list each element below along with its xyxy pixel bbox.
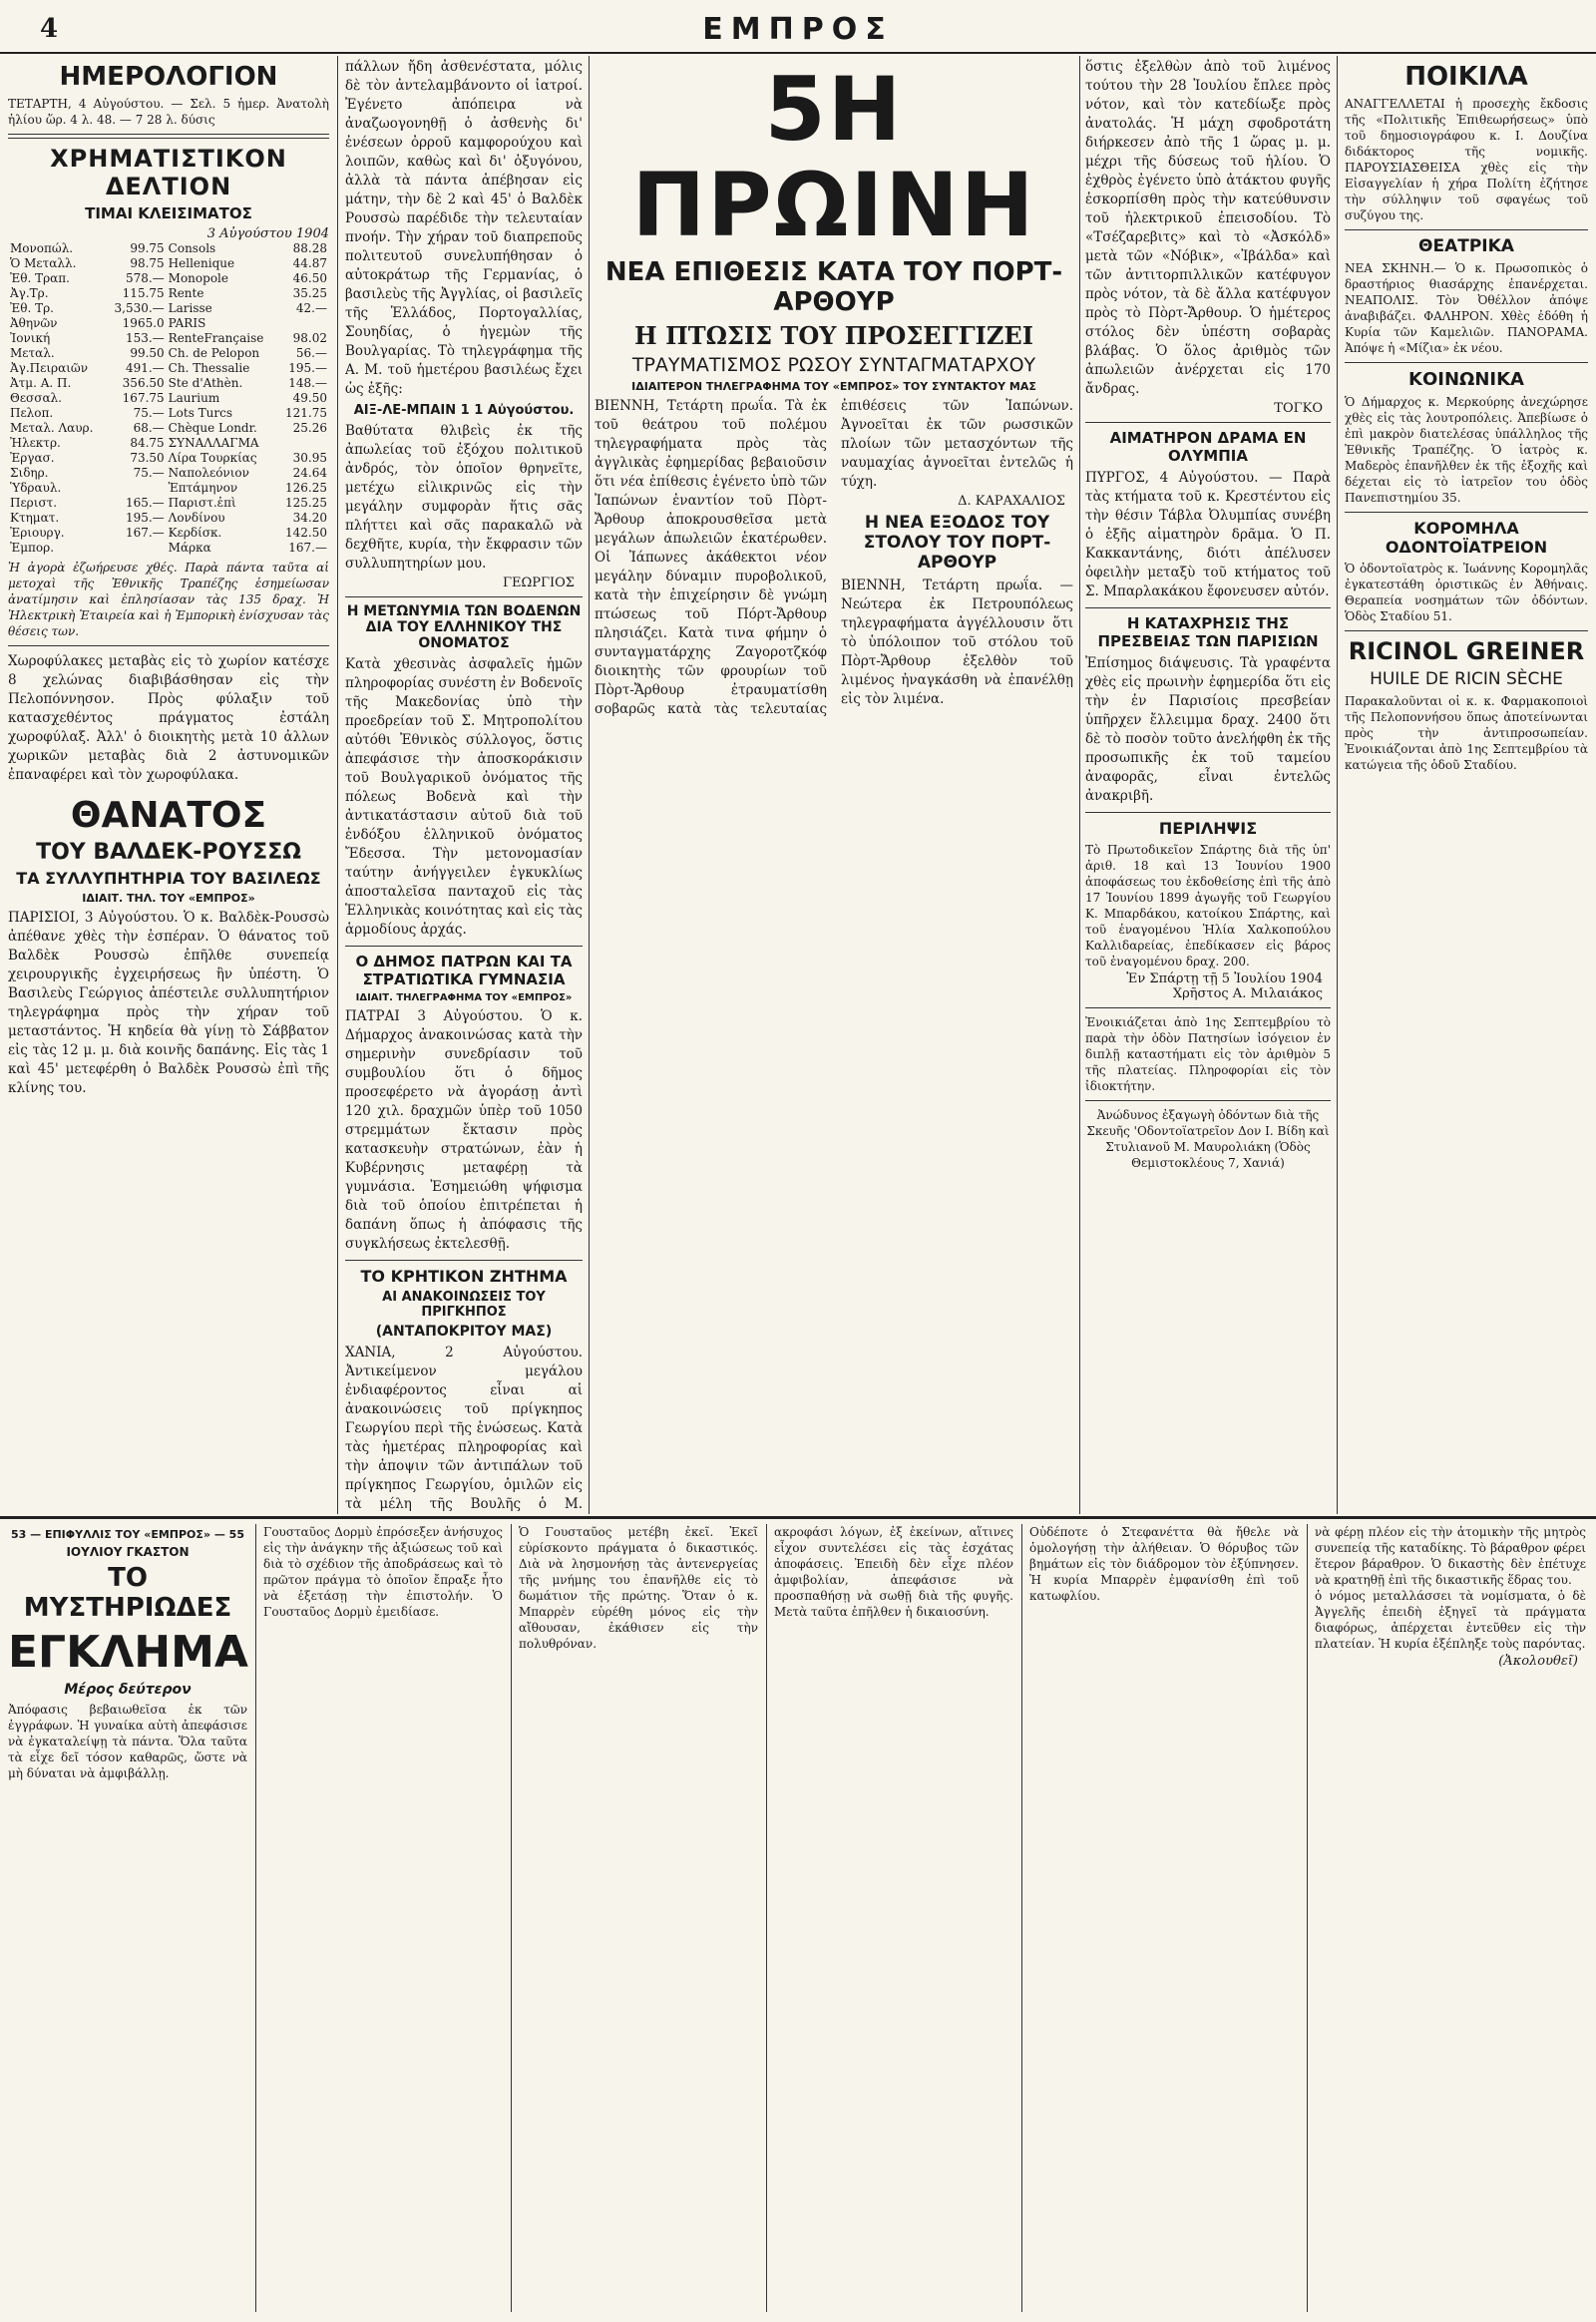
- price-value: 165.—: [125, 496, 165, 510]
- price-row: [8, 331, 329, 346]
- naval-text: ὅστις ἐξελθὼν ἀπὸ τοῦ λιμένος τούτου τὴν 28 Ἰουλίου ἔπλεε πρὸς νότον, καὶ τὸν κατεδίωξε πρὸς ἀνατολάς. Ἡ μάχη σφοδροτάτη διήρκεσεν ἀπὸ τῆς 1 ὥρας μ. μ. μέχρι τῆς δύσεως τοῦ ἡλίου. Ὁ ἐχθρὸς ἐγένετο ὑπὸ ἀτάκτου φυγῆς ἐσκορπίσθη πρὸς τὴν κατεύθυνσιν τοῦ ἠλεκτρικοῦ ἐπεισοδίου. Τὸ «Τσέζαρεβιτς» καὶ τὸ «Ἀσκόλδ» μετὰ τῶν «Νόβικ», «Ἰβάλδα» καὶ τῶν ἀντιτορπιλλικῶν κατέφυγον πρὸς νότον, τὰ δὲ ἄλλα κατέφυγον πρὸς τὸ Πὸρτ-Ἄρθουρ. Ὁ ἡμέτερος στόλος δὲν ὑπέστη σοβαρὰς βλάβας. Ὁ ὅλος ἀριθμὸς τῶν ἀπωλειῶν ἀνέρχεται εἰς 170 ἄνδρας.: [1085, 59, 1331, 397]
- price-value: 167.—: [288, 541, 327, 555]
- story-text: Χωροφύλακες μεταβὰς εἰς τὸ χωρίον κατέσχε 8 χελώνας διαβιβάσθησαν εἰς τὴν Πελοπόννησον. Πρὸς φύλαξιν τοῦ κατασχεθέντος πράγματος ἐστάλη χωροφύλαξ. Ἀλλ' ὁ διοικητὴς μετὰ 10 ἀλλων χωρικῶν μεταβὰς διὰ 2 ἀστυνομικῶν ἐπαναφέρει καὶ τὸν χωροφύλακα.: [8, 653, 329, 783]
- column-3: [595, 58, 1073, 1514]
- port-arthur-columns: [595, 397, 1073, 719]
- serial-text-5: Οὐδέποτε ὁ Στεφανέττα θὰ ἤθελε νὰ ὁμολογήσῃ τὴν ἀλήθειαν. Ὁ θόρυβος τῶν βημάτων εἰς τὸν διάδρομον τὸν ἐξύπνησεν. Ἡ κυρία Μπαρρὲν ἐμφανίσθη ἐπὶ τοῦ κατωφλίου.: [1029, 1525, 1299, 1603]
- price-value: [106, 481, 167, 496]
- price-label: Περιστ.: [10, 496, 58, 510]
- price-label: Μεταλ. Λαυρ.: [10, 421, 94, 435]
- death-heading: ΘΑΝΑΤΟΣ: [70, 795, 267, 836]
- price-label: Σιδηρ.: [10, 466, 49, 480]
- price-label: Ἀθηνῶν: [10, 316, 58, 330]
- price-value: 34.20: [292, 511, 327, 525]
- finance-heading: ΧΡΗΜΑΤΙΣΤΙΚΟΝ ΔΕΛΤΙΟΝ: [50, 145, 287, 200]
- death-subheading-2: ΤΑ ΣΥΛΛΥΠΗΤΗΡΙΑ ΤΟΥ ΒΑΣΙΛΕΩΣ: [16, 869, 321, 888]
- price-value: 126.25: [285, 481, 327, 495]
- theatre-text: ΝΕΑ ΣΚΗΝΗ.— Ὁ κ. Πρωσοπικὸς ὁ δραστήριος θιασάρχης ἐπανέρχεται. ΝΕΑΠΟΛΙΣ. Τὸν Ὀθέλλον ἀπόψε ἀναβιβάζει. ΦΑΛΗΡΟΝ. Χθὲς ἐδόθη ἡ Κυρία τῶν Καμελιῶν. ΠΑΝΟΡΑΜΑ. Ἀπόψε ἡ «Μίζια» ἐκ νέου.: [1345, 261, 1588, 355]
- bodena-text: Κατὰ χθεσινὰς ἀσφαλεῖς ἡμῶν πληροφορίας συνέστη ἐν Βοδενοῖς τῆς Μακεδονίας ὑπὸ τὴν προεδρείαν τοῦ Σ. Μητροπολίτου αὐτόθι Ἐθνικὸς σύλλογος, ὅστις ἀπεφάσισε τὴν ἀποσκοράκισιν τοῦ Βουλγαρικοῦ ὀνόματος τῆς πόλεως Βοδενὰ καὶ τὴν ἀντικατάστασιν αὐτοῦ διὰ τοῦ ἐνδόξου ἑλληνικοῦ ὀνόματος Ἔδεσσα. Τὴν μετονομασίαν ταύτην ἀνήγγειλεν ἐγκυκλίως ἀποσταλεῖσα πανταχοῦ εἰς τὰς Ἑλληνικὰς κοινότητας καὶ εἰς τὰς ἁρμοδίους ἀρχάς.: [345, 656, 583, 938]
- crete-correspondent: (ΑΝΤΑΠΟΚΡΙΤΟΥ ΜΑΣ): [375, 1324, 553, 1340]
- masthead: [0, 8, 1596, 54]
- price-value: 1965.0: [122, 316, 165, 330]
- naval-signature: ΤΟΓΚΟ: [1274, 401, 1323, 416]
- crete-text: ΧΑΝΙΑ, 2 Αὐγούστου. Ἀντικείμενον μεγάλου ἐνδιαφέροντος εἶναι αἱ ἀνακοινώσεις τοῦ πρίγκηπος Γεωργίου περὶ τῆς ἑνώσεως. Κατὰ τὰς ἡμετέρας πληροφορίας καὶ τὴν ἀποψιν τῶν ἀντιπάλων τοῦ πρίγκηπος Γεωργίου, ὁμιλῶν εἰς τὰ μέλη τῆς Βουλῆς ὁ Μ.: [345, 1345, 583, 1512]
- price-row: [8, 406, 329, 421]
- price-label: Μάρκα: [168, 541, 211, 555]
- price-value: 195.—: [288, 361, 327, 375]
- price-label: Κτηματ.: [10, 511, 60, 525]
- price-row: [8, 436, 329, 451]
- serial-text-3: Ὁ Γουσταῦος μετέβη ἐκεῖ. Ἐκεῖ εὑρίσκοντο πράγματα ὁ δικαστικός. Διὰ νὰ λησμονήσῃ τὰς ἀντενεργείας τῆς μνήμης του ἐπανῆλθε εἰς τὸ δωμάτιον τῆς πρώτης. Ὅταν ὁ κ. Μπαρρὲν εὑρέθη μόνος εἰς τὴν αἴθουσαν, ἐκάθισεν εἰς τὴν πολυθρόναν.: [519, 1525, 758, 1651]
- misc-text: ΑΝΑΓΓΕΛΛΕΤΑΙ ἡ προσεχὴς ἔκδοσις τῆς «Πολιτικῆς Ἐπιθεωρήσεως» ὑπὸ τοῦ δημοσιογράφου κ. Ι. Δουζίνα διδάκτορος τῆς νομικῆς. ΠΑΡΟΥΣΙΑΣΘΕΙΣΑ χθὲς εἰς τὴν Εἰσαγγελίαν ἡ χήρα Πολίτη ἐζήτησε τὴν σύλληψιν τοῦ σφαγέως τοῦ συζύγου της.: [1345, 97, 1588, 222]
- price-value: 68.—: [133, 421, 165, 435]
- patras-text: ΠΑΤΡΑΙ 3 Αὐγούστου. Ὁ κ. Δήμαρχος ἀνακοινώσας κατὰ τὴν σημερινὴν συνεδρίασιν τοῦ συμβουλίου ὅτι ὁ δῆμος προσεφέρετο νὰ ἀγοράσῃ ἀντὶ 120 χιλ. δραχμῶν ὑπὲρ τοῦ 1050 στρεμμάτων ἔκτασιν πρὸς κατασκευὴν στρατώνων, ἐὰν ἡ Κυβέρνησις μεταφέρῃ τὰ γυμνάσια. Ἐσημειώθη ψήφισμα διὰ τοῦ ὁποίου ἐπιτρέπεται ἡ δαπάνη ὅπως ἡ ἀπόφασις τῆς συγκλήσεως ἐκτελεσθῇ.: [345, 1008, 583, 1252]
- price-row: [8, 301, 329, 316]
- dentist-ad-text: Ἀνώδυνος ἐξαγωγὴ ὀδόντων διὰ τῆς Σκευῆς 'Οδοντοϊατρεῖον Δον Ι. Βίδη καὶ Στυλιανοῦ Μ. Μαυρολιάκη (Ὁδὸς Θεμιστοκλέους 7, Χανιά): [1086, 1108, 1330, 1170]
- serial-header: 53 — ΕΠΙΦΥΛΛΙΣ ΤΟΥ «ΕΜΠΡΟΣ» — 55: [11, 1528, 244, 1541]
- telegram-text: Βαθύτατα θλιβεὶς ἐκ τῆς ἀπωλείας τοῦ ἐξόχου πολιτικοῦ ἀνδρός, τὸν ὁποῖον θρηνεῖτε, μετέχω εἰλικρινῶς εἰς τὴν μεγάλην συμφορὰν ἥτις σᾶς πλήττει καὶ σᾶς παρακαλῶ νὰ δεχθῆτε, κυρία, τὴν ἔκφρασιν τῶν συλλυπητηρίων μου.: [345, 423, 583, 572]
- price-value: 84.75: [130, 436, 165, 450]
- calendar-text: ΤΕΤΑΡΤΗ, 4 Αὐγούστου. — Σελ. 5 ἡμερ. Ἀνατολὴ ἡλίου ὥρ. 4 λ. 48. — 7 28 λ. δύσις: [8, 97, 329, 127]
- price-value: 98.75: [130, 256, 165, 270]
- embassy-heading: Η ΚΑΤΑΧΡΗΣΙΣ ΤΗΣ ΠΡΕΣΒΕΙΑΣ ΤΩΝ ΠΑΡΙΣΙΩΝ: [1097, 614, 1319, 650]
- price-value: 115.75: [122, 286, 165, 300]
- price-label: Ἠλεκτρ.: [10, 436, 61, 450]
- price-row: [8, 481, 329, 496]
- ricinol-text: Παρακαλοῦνται οἱ κ. κ. Φαρμακοποιοὶ τῆς Πελοποννήσου ὅπως ἀποτείνωνται πρὸς τὴν ἀντιπροσωπείαν. Ἐνοικιάζονται ἀπὸ 1ης Σεπτεμβρίου τὰ κατώγεια τῆς ὁδοῦ Σταδίου.: [1345, 694, 1588, 772]
- price-row: [8, 256, 329, 271]
- price-value: 148.—: [288, 376, 327, 390]
- price-row: [8, 496, 329, 511]
- serial-part: Μέρος δεύτερον: [64, 1682, 192, 1698]
- serial-text-4: ακροφάσι λόγων, ἐξ ἐκείνων, αἵτινες εἶχον συντελέσει εἰς τὰς ἐσχάτας ἀποφάσεις. Ἐπειδὴ δὲν εἶχε πλέον ἀμφιβολίαν, ἀπεφάσισε νὰ προσπαθήσῃ νὰ σωθῇ διὰ τῆς φυγῆς. Μετὰ ταῦτα ἐπῆλθεν ἡ δικαιοσύνη.: [774, 1525, 1013, 1619]
- continues-label: (Ἀκολουθεῖ): [1498, 1654, 1578, 1669]
- serial-text-bottom: ὁ νόμος μεταλλάσσει τὰ νομίσματα, ὁ δὲ Ἀγγελῆς ἐπειδὴ ἐξηγεῖ τὰ πράγματα διαφόρως, ἀπέρχεται ἐντεῦθεν εἰς τὴν πλατείαν. Ἡ κυρία ἐξέπληξε τοὺς παρόντας.: [1315, 1589, 1586, 1651]
- price-value: 75.—: [133, 466, 165, 480]
- price-label: Ch. de Pelopon: [168, 346, 260, 360]
- column-4: [1085, 58, 1331, 1514]
- column-1: [8, 58, 329, 1514]
- price-label: Laurium: [168, 391, 220, 405]
- price-label: RenteFrançaise: [168, 331, 264, 345]
- price-row: [8, 361, 329, 376]
- column-divider: [337, 56, 338, 1514]
- serial-author: ΙΟΥΛΙΟΥ ΓΚΑΣΤΟΝ: [66, 1545, 190, 1559]
- price-label: Ὑδραυλ.: [10, 481, 62, 495]
- olympia-heading: ΑΙΜΑΤΗΡΟΝ ΔΡΑΜΑ ΕΝ ΟΛΥΜΠΙΑ: [1109, 429, 1307, 465]
- serial-text-1: Ἀπόφασις βεβαιωθεῖσα ἐκ τῶν ἐγγράφων. Ἡ γυναίκα αὐτὴ ἀπεφάσισε νὰ ἐγκαταλείψῃ τὰ πάντα. Ὅλα ταῦτα τὰ εἶχε δεῖ τόσον καθαρῶς, ὥστε νὰ μὴ δύναται νὰ ἀμφιβάλλῃ.: [8, 1703, 247, 1780]
- serial-column-5: [1029, 1524, 1299, 1604]
- serial-section: [8, 1524, 1588, 2312]
- column-2: [345, 58, 583, 1514]
- price-value: 167.—: [125, 526, 165, 540]
- misc-heading: ΠΟΙΚΙΛΑ: [1404, 62, 1528, 92]
- newspaper-title: ΕΜΠΡΟΣ: [702, 12, 894, 47]
- price-label: Ἀγ.Πειραιῶν: [10, 361, 88, 375]
- price-value: 44.87: [292, 256, 327, 270]
- price-row: [8, 316, 329, 331]
- price-value: 30.95: [292, 451, 327, 465]
- telegram-signature: ΓΕΩΡΓΙΟΣ: [502, 576, 575, 590]
- price-row: [8, 526, 329, 541]
- serial-text-2: Γουσταῦος Δορμὺ ἐπρόσεξεν ἀνήσυχος εἰς τὴν ἀνάγκην τῆς ἀξιώσεως τοῦ καὶ διὰ τὸ σχέδιον τῆς ἀποδράσεως καὶ τὸ πρῶτον πράγμα τὸ ὁποῖον ἔπραξε ἦτο νὰ ἐξετάσῃ τὴν ἐπιστολήν. Ὁ Γουσταῦος Δορμὺ ἐμειδίασε.: [263, 1525, 503, 1619]
- price-label: Consols: [168, 241, 216, 255]
- price-value: 24.64: [292, 466, 327, 480]
- price-label: Monopole: [168, 271, 228, 285]
- price-label: Ἐργασ.: [10, 451, 55, 465]
- price-value: 49.50: [292, 391, 327, 405]
- price-label: Rente: [168, 286, 204, 300]
- prices-heading: ΤΙΜΑΙ ΚΛΕΙΣΙΜΑΤΟΣ: [85, 204, 252, 222]
- edition-title: 5Η ΠΡΩΙΝΗ: [631, 58, 1036, 256]
- price-row: [8, 421, 329, 436]
- price-row: [8, 286, 329, 301]
- serial-column-1: [8, 1524, 247, 2312]
- theatre-heading: ΘΕΑΤΡΙΚΑ: [1418, 236, 1514, 256]
- column-divider: [1079, 56, 1080, 1514]
- price-value: [277, 436, 329, 451]
- serial-column-6: [1315, 1524, 1586, 1671]
- fleet-exit-text: ΒΙΕΝΝΗ, Τετάρτη πρωΐα. — Νεώτερα ἐκ Πετρουπόλεως τηλεγραφήματα ἀγγέλλουσιν ὅτι τὸ ὑπόλοιπον τοῦ στόλου τοῦ Πὸρτ-Ἄρθουρ ἐξελθὸν τοῦ λιμένος ἠναγκάσθη νὰ ἐπανέλθῃ εἰς τὸν λιμένα.: [841, 578, 1073, 707]
- finance-date: 3 Αὐγούστου 1904: [206, 226, 329, 241]
- price-label: Λίρα Τουρκίας: [168, 451, 257, 465]
- col2-text-1: πάλλων ἤδη ἀσθενέστατα, μόλις δὲ τὸν ἀντελαμβάνοντο οἱ ἰατροί. Ἐγένετο ἀπόπειρα νὰ ἀναζωογονηθῇ ὁ ἀσθενὴς δι' ἐνέσεων ὀρροῦ καμφορούχου καὶ λοιπῶν, καθὼς καὶ δι' ὀξυγόνου, ἀλλὰ τὰ πάντα ἀπέβησαν εἰς μάτην, τὴν δὲ 2 καὶ 45' ὁ Βαλδὲκ Ρουσσὼ παρέδιδε τὴν τελευταίαν πνοήν. Τὴν χήραν τοῦ διαπρεποῦς πολιτευτοῦ συνελυπήθησαν ὁ αὐτοκράτωρ τῆς Γερμανίας, ὁ βασιλεὺς τῆς Ἀγγλίας, οἱ βασιλεῖς τῆς Ἑλλάδος, Πορτογαλλίας, Σουηδίας, ὁ ἡγεμὼν τῆς Βουλγαρίας. Τὸ τηλεγράφημα τῆς Α. Μ. τοῦ ἡμετέρου βασιλέως ἔχει ὡς ἑξῆς:: [345, 59, 583, 397]
- price-value: 42.—: [295, 301, 327, 315]
- price-label: Θεσσαλ.: [10, 391, 62, 405]
- price-label: Larisse: [168, 301, 212, 315]
- price-value: 195.—: [125, 511, 165, 525]
- death-text: ΠΑΡΙΣΙΟΙ, 3 Αὐγούστου. Ὁ κ. Βαλδὲκ-Ρουσσὼ ἀπέθανε χθὲς τὴν ἑσπέραν. Ὁ θάνατος τοῦ Βαλδὲκ Ρουσσὼ ἐπῆλθε συνεπείᾳ χειρουργικῆς ἐγχειρήσεως ἣν ὑπέστη. Ὁ Βασιλεὺς Γεώργιος ἀπέστειλε συλλυπητήριον τηλεγράφημα πρὸς τὴν χήραν τοῦ μεταστάντος. Ἡ κηδεία θὰ γίνῃ τὸ Σάββατον εἰς τὰς 12 μ. μ. διὰ κοινῆς δαπάνης. Εἰς τὰς 1 καὶ 45' μετεφέρθη ὁ Βαλδὲκ Ρουσσὼ ἐπὶ τῆς κλίνης του.: [8, 910, 329, 1096]
- summary-text: Τὸ Πρωτοδικεῖον Σπάρτης διὰ τῆς ὑπ' ἀριθ. 18 καὶ 13 Ἰουνίου 1900 ἀποφάσεως του ἐκδοθείσης ἐπὶ τῆς ἀπὸ 17 Ἰουνίου 1899 ἀγωγῆς τοῦ Γεωργίου Κ. Μπαρδάκου, κατοίκου Σπάρτης, καὶ τοῦ ἐναγομένου Ἠλία Χαλκοπούλου Καλλιδαρείας, ἐπεδίκασεν εἰς βάρος τοῦ ἐναγομένου δραχ. 200.: [1085, 843, 1331, 968]
- price-value: 491.—: [125, 361, 165, 375]
- price-label: Λονδίνου: [168, 511, 225, 525]
- bodena-heading: Η ΜΕΤΩΝΥΜΙΑ ΤΩΝ ΒΟΔΕΝΩΝ ΔΙΑ ΤΟΥ ΕΛΛΗΝΙΚΟΥ ΤΗΣ ΟΝΟΜΑΤΟΣ: [346, 603, 582, 651]
- crete-subheading: ΑΙ ΑΝΑΚΟΙΝΩΣΕΙΣ ΤΟΥ ΠΡΙΓΚΗΠΟΣ: [382, 1290, 546, 1320]
- calendar-heading: ΗΜΕΡΟΛΟΓΙΟΝ: [59, 62, 278, 92]
- crete-heading: ΤΟ ΚΡΗΤΙΚΟΝ ΖΗΤΗΜΑ: [360, 1267, 568, 1286]
- price-value: 75.—: [133, 406, 165, 420]
- price-row: [8, 241, 329, 256]
- price-value: 88.28: [292, 241, 327, 255]
- price-value: 73.50: [130, 451, 165, 465]
- price-value: 25.26: [292, 421, 327, 435]
- price-label: Μεταλ.: [10, 346, 55, 360]
- summary-heading: ΠΕΡΙΛΗΨΙΣ: [1158, 819, 1258, 838]
- serial-title-2: ΕΓΚΛΗΜΑ: [8, 1627, 248, 1678]
- serial-column-3: [519, 1524, 758, 1652]
- embassy-text: Ἐπίσημος διάψευσις. Τὰ γραφέντα χθὲς εἰς πρωινὴν ἐφημερίδα ὅτι εἰς τὴν ἐν Παρισίοις πρεσβείαν ὑπῆρχεν ἔλλειμμα δραχ. 2400 ὅτι δὲ τὸ ποσὸν τοῦτο ἀνελήφθη ἐκ τῆς προσωπικῆς ἐκ τοῦ ταμείου ἀναφορᾶς, εἶναι ἐντελῶς ἀνακριβῆ.: [1085, 655, 1331, 804]
- huile-heading: HUILE DE RICIN SÈCHE: [1370, 669, 1563, 689]
- price-label: Ἐθ. Τραπ.: [10, 271, 70, 285]
- price-value: 121.75: [285, 406, 327, 420]
- finance-note: Ἡ ἀγορὰ ἐζωήρευσε χθές. Παρὰ πάντα ταῦτα αἱ μετοχαὶ τῆς Ἐθνικῆς Τραπέζης ἐσημείωσαν ἀνατίμησιν καὶ ἐπλησίασαν τὰς 135 δραχ. Ἡ Ἠλεκτρικὴ Ἑταιρεία καὶ ἡ Ἐμπορικὴ ἐνίσχυσαν τὰς θέσεις των.: [8, 561, 329, 638]
- price-value: 3,530.—: [114, 301, 165, 315]
- price-value: 99.75: [130, 241, 165, 255]
- column-divider: [589, 56, 590, 1514]
- fall-approaching-headline: Η ΠΤΩΣΙΣ ΤΟΥ ΠΡΟΣΕΓΓΙΖΕΙ: [634, 321, 1033, 350]
- price-label: Hellenique: [168, 256, 235, 270]
- price-label: Μονοπώλ.: [10, 241, 74, 255]
- colonel-wounded-headline: ΤΡΑΥΜΑΤΙΣΜΟΣ ΡΩΣΟΥ ΣΥΝΤΑΓΜΑΤΑΡΧΟΥ: [631, 354, 1036, 376]
- price-value: 167.75: [122, 391, 165, 405]
- price-value: 142.50: [285, 526, 327, 540]
- death-subheading: ΤΟΥ ΒΑΛΔΕΚ-ΡΟΥΣΣΩ: [36, 840, 301, 865]
- ricinol-heading: RICINOL GREINER: [1348, 637, 1585, 665]
- price-label: Ἐμπορ.: [10, 541, 55, 555]
- column-divider: [1337, 56, 1338, 1514]
- price-label: Ste d'Athèn.: [168, 376, 243, 390]
- price-value: 125.25: [285, 496, 327, 510]
- page-number: 4: [40, 14, 59, 44]
- serial-column-2: [263, 1524, 503, 1620]
- port-arthur-text: ΒΙΕΝΝΗ, Τετάρτη πρωΐα. Τὰ ἐκ τοῦ θεάτρου τοῦ πολέμου τηλεγραφήματα πρὸς τὰς ἀγγλικὰς ἐφημερίδας βεβαιοῦσιν ὅτι νέα ἐπίθεσις ἐγένετο ὑπὸ τῶν Ἰαπώνων ἐναντίον τοῦ Πὸρτ-Ἄρθουρ ἀποκρουσθεῖσα μετὰ μεγάλων ἀπωλειῶν ἑκατέρωθεν. Οἱ Ἰάπωνες ἀκάθεκτοι νέον μεγάλην δύναμιν πυροβολικοῦ, κατὰ τὴν ἐπιχείρησιν δὲ γνώμη πτώσεως τοῦ Πόρτ-Ἄρθουρ πλησιάζει. Κατὰ τινα φήμην ὁ συνταγματάρχης Ζαγοροτζκόφ διοικητὴς τῶν φρουρίων τοῦ Πὸρτ-Ἄρθουρ ἐτραυματίσθη σοβαρῶς κατὰ τὰς τελευταίας ἐπιθέσεις τῶν Ἰαπώνων. Ἀγνοεῖται ἐκ τῶν ρωσσικῶν πλοίων τῶν μετασχόντων τῆς ναυμαχίας ἀγνοεῖται ἐντελῶς ἡ τύχη.: [595, 398, 1073, 717]
- price-label: Ἰονική: [10, 331, 51, 345]
- price-label: Ἐθ. Τρ.: [10, 301, 54, 315]
- price-label: Ἑπτάμηνον: [168, 481, 238, 495]
- price-row: [8, 541, 329, 556]
- price-value: 356.50: [122, 376, 165, 390]
- price-value: 578.—: [125, 271, 165, 285]
- rent-ad-text: Ἐνοικιάζεται ἀπὸ 1ης Σεπτεμβρίου τὸ παρὰ τὴν ὁδὸν Πατησίων ἰσόγειον ἐν διπλῇ καταστήματι εἰς τὸν ἀριθμὸν 5 τῆς πλατείας. Πληροφορίαι εἰς τὸν ἰδιοκτήτην.: [1085, 1015, 1331, 1093]
- price-row: [8, 271, 329, 286]
- price-label: Lots Turcs: [168, 406, 233, 420]
- price-row: [8, 391, 329, 406]
- port-arthur-signature: Δ. ΚΑΡΑΧΑΛΙΟΣ: [958, 494, 1065, 509]
- price-value: 98.02: [292, 331, 327, 345]
- price-value: 46.50: [292, 271, 327, 285]
- price-label: ΣΥΝΑΛΛΑΓΜΑ: [168, 436, 259, 450]
- price-label: Κερδίσκ.: [168, 526, 222, 540]
- death-dateline: ΙΔΙΑΙΤ. ΤΗΛ. ΤΟΥ «ΕΜΠΡΟΣ»: [82, 892, 255, 905]
- fleet-exit-heading: Η ΝΕΑ ΕΞΟΔΟΣ ΤΟΥ ΣΤΟΛΟΥ ΤΟΥ ΠΟΡΤ-ΑΡΘΟΥΡ: [863, 513, 1051, 573]
- price-value: 153.—: [125, 331, 165, 345]
- serial-text-6: νὰ φέρῃ πλέον εἰς τὴν ἀτομικὴν τῆς μητρὸς συνεπείᾳ τῆς καταδίκης. Τὸ βάραθρον φέρει ἕτερον βάραθρον. Ὁ δικαστὴς δὲν ἐπέτυχε νὰ κρατηθῇ ἐπὶ τῆς δικαστικῆς ἕδρας του.: [1315, 1525, 1586, 1587]
- serial-title-1: ΤΟ ΜΥΣΤΗΡΙΩΔΕΣ: [23, 1563, 232, 1623]
- telegram-source: ΙΔΙΑΙΤΕΡΟΝ ΤΗΛΕΓΡΑΦΗΜΑ ΤΟΥ «ΕΜΠΡΟΣ» ΤΟΥ ΣΥΝΤΑΚΤΟΥ ΜΑΣ: [631, 380, 1036, 393]
- olympia-text: ΠΥΡΓΟΣ, 4 Αὐγούστου. — Παρὰ τὰς κτήματα τοῦ κ. Κρεστέντου εἰς τὴν θέσιν Τάβλα Ὀλυμπίας συνέβη ὁ ἑξῆς αἱματηρὸν δρᾶμα. Ὁ Π. Κακκαντάνης, διότι ἀπέλυσεν ὀφειλὴν μεταξὺ τοῦ κτήματος τοῦ Σ. Μπαρλακάκου ἔφονευσεν αὐτόν.: [1085, 470, 1331, 599]
- price-value: 35.25: [292, 286, 327, 300]
- summary-signature: Ἐν Σπάρτῃ τῇ 5 Ἰουλίου 1904 Χρῆστος Α. Μιλαιάκος: [1126, 971, 1323, 1001]
- price-label: PARIS: [168, 316, 206, 330]
- price-label: Ναπολεόνιον: [168, 466, 249, 480]
- patras-sub: ΙΔΙΑΙΤ. ΤΗΛΕΓΡΑΦΗΜΑ ΤΟΥ «ΕΜΠΡΟΣ»: [355, 992, 573, 1003]
- koromila-text: Ὁ ὀδοντοϊατρὸς κ. Ἰωάννης Κορομηλᾶς ἐγκατεστάθη ὁριστικῶς ἐν Ἀθήναις. Θεραπεία νοσημάτων τῶν ὀδόντων. Ὁδὸς Σταδίου 51.: [1345, 562, 1588, 623]
- price-label: Πελοπ.: [10, 406, 54, 420]
- serial-divider: [0, 1516, 1596, 1519]
- price-label: Ἐριουργ.: [10, 526, 65, 540]
- column-5: [1345, 58, 1588, 1514]
- price-label: Ἀτμ. Α. Π.: [10, 376, 72, 390]
- price-value: [106, 541, 167, 556]
- price-label: Ἀγ.Τρ.: [10, 286, 49, 300]
- serial-column-4: [774, 1524, 1013, 1620]
- price-value: 99.50: [130, 346, 165, 360]
- patras-heading: Ο ΔΗΜΟΣ ΠΑΤΡΩΝ ΚΑΙ ΤΑ ΣΤΡΑΤΙΩΤΙΚΑ ΓΥΜΝΑΣΙΑ: [355, 953, 573, 988]
- social-text: Ὁ Δήμαρχος κ. Μερκούρης ἀνεχώρησε χθὲς εἰς τὰς λουτροπόλεις. Ἀπεβίωσε ὁ ἐπὶ μακρὸν διατελέσας ὑπάλληλος τῆς Ἐθνικῆς Τραπέζης. Ὁ ἰατρὸς κ. Μαδερὸς ἐπανῆλθεν ἐκ τῆς ἐξοχῆς καὶ δέχεται εἰς τὸ ἰατρεῖον του ὁδὸς Πανεπιστημίου 35.: [1345, 395, 1588, 505]
- price-row: [8, 376, 329, 391]
- price-label: Chèque Londr.: [168, 421, 257, 435]
- port-arthur-headline: ΝΕΑ ΕΠΙΘΕΣΙΣ ΚΑΤΑ ΤΟΥ ΠΟΡΤ-ΑΡΘΟΥΡ: [604, 257, 1063, 317]
- price-row: [8, 346, 329, 361]
- price-label: Παριστ.ἐπὶ: [168, 496, 236, 510]
- price-table: [8, 241, 329, 556]
- social-heading: ΚΟΙΝΩΝΙΚΑ: [1408, 369, 1524, 390]
- price-row: [8, 511, 329, 526]
- price-value: 56.—: [295, 346, 327, 360]
- price-value: [277, 316, 329, 331]
- koromila-heading: ΚΟΡΟΜΗΛΑ ΟΔΟΝΤΟΪΑΤΡΕΙΟΝ: [1385, 519, 1548, 557]
- telegram-dateline: ΑΙΞ-ΛΕ-ΜΠΑΙΝ 1 1 Αὐγούστου.: [353, 403, 575, 418]
- price-label: Ὁ Μεταλλ.: [10, 256, 77, 270]
- price-row: [8, 466, 329, 481]
- price-row: [8, 451, 329, 466]
- price-label: Ch. Thessalie: [168, 361, 250, 375]
